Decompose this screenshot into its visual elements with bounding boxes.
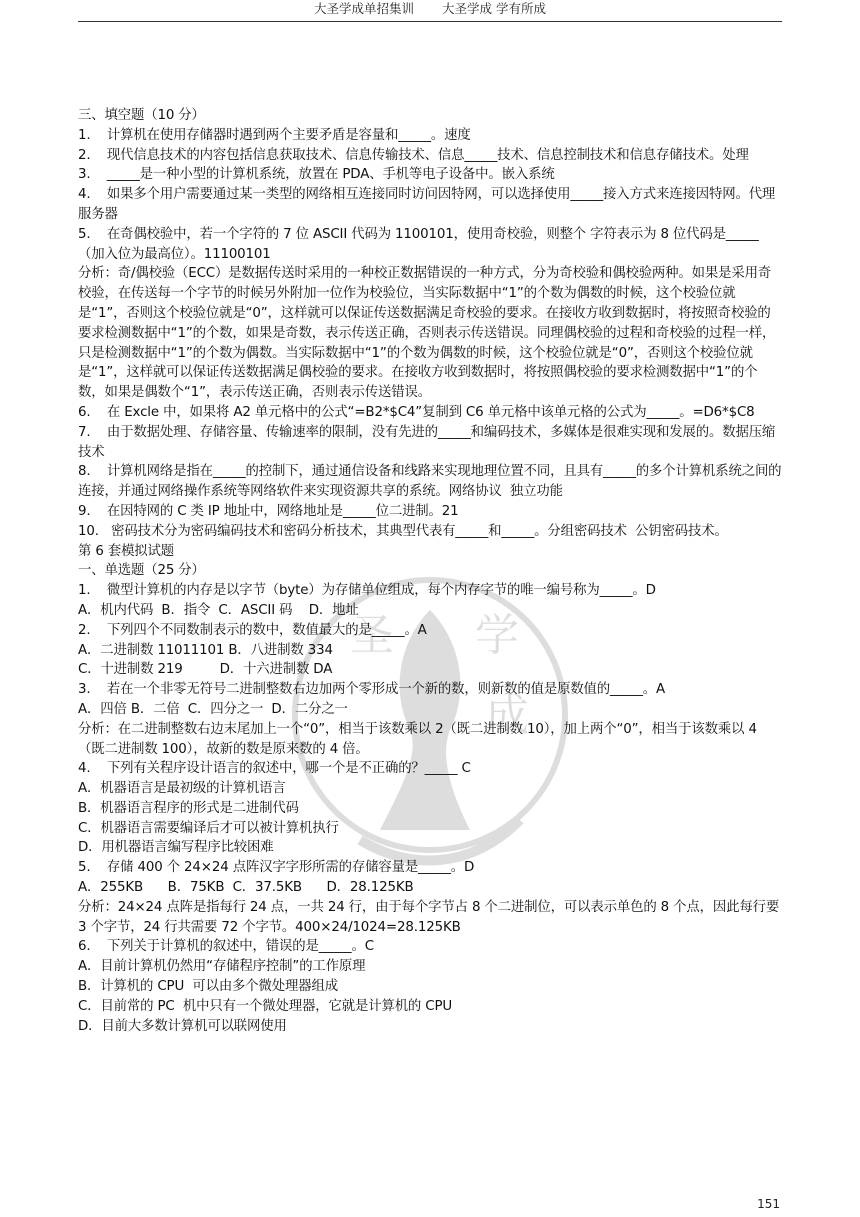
svg-text:圣: 圣 bbox=[350, 610, 394, 661]
text-line: 分析：24×24 点阵是指每行 24 点，一共 24 行，由于每个字节占 8 个二进制位，可以表示单色的 8 个点，因此每行要 3 个字节，24 行共需要 72 个字节。400×24/1024=28.125KB bbox=[78, 899, 784, 935]
document-body bbox=[78, 106, 782, 1036]
text-line: 1. 计算机在使用存储器时遇到两个主要矛盾是容量和_____。速度 bbox=[78, 127, 471, 143]
text-line: 4. 如果多个用户需要通过某一类型的网络相互连接同时访问因特网，可以选择使用_____接入方式来连接因特网。代理服务器 bbox=[78, 187, 776, 222]
text-line: 9. 在因特网的 C 类 IP 地址中，网络地址是_____位二进制。21 bbox=[78, 503, 459, 519]
text-line: A．四倍 B．二倍 C．四分之一 D．二分之一 bbox=[78, 701, 348, 717]
text-line: A．机器语言是最初级的计算机语言 bbox=[78, 781, 286, 797]
header-left-text: 大圣学成单招集训 bbox=[314, 1, 415, 16]
text-line: 一、单选题（25 分） bbox=[78, 563, 205, 579]
text-line: 10. 密码技术分为密码编码技术和密码分析技术，其典型代表有_____和_____。分组密码技术 公钥密码技术。 bbox=[78, 523, 728, 539]
text-line: 1. 微型计算机的内存是以字节（byte）为存储单位组成，每个内存字节的唯一编号称为_____。D bbox=[78, 583, 656, 599]
text-line: B．计算机的 CPU 可以由多个微处理器组成 bbox=[78, 979, 338, 995]
text-line: 6. 下列关于计算机的叙述中，错误的是_____。C bbox=[78, 939, 374, 955]
text-line: D．目前大多数计算机可以联网使用 bbox=[78, 1018, 287, 1034]
header-right-text: 大圣学成 学有所成 bbox=[442, 1, 546, 16]
text-line: 6. 在 Excle 中，如果将 A2 单元格中的公式“=B2*$C4”复制到 C6 单元格中该单元格的公式为_____。=D6*$C8 bbox=[78, 404, 755, 420]
text-line: 第 6 套模拟试题 bbox=[78, 543, 175, 559]
text-line: 4. 下列有关程序设计语言的叙述中，哪一个是不正确的？_____ C bbox=[78, 761, 471, 777]
text-line: A．机内代码 B．指令 C．ASCII 码 D．地址 bbox=[78, 602, 359, 618]
text-line: 3. 若在一个非零无符号二进制整数右边加两个零形成一个新的数，则新数的值是原数值的_____。A bbox=[78, 682, 666, 698]
page-number: 151 bbox=[757, 1197, 780, 1211]
text-line: 2. 下列四个不同数制表示的数中，数值最大的是_____。A bbox=[78, 622, 427, 638]
page-header bbox=[78, 0, 782, 22]
text-line: A．255KB B．75KB C．37.5KB D．28.125KB bbox=[78, 880, 414, 896]
watermark-char-2: 成 bbox=[485, 690, 529, 741]
text-line: D．用机器语言编写程序比较困难 bbox=[78, 840, 274, 856]
text-line: 三、填空题（10 分） bbox=[78, 108, 205, 123]
text-line: 分析：奇/偶校验（ECC）是数据传送时采用的一种校正数据错误的一种方式，分为奇校验和偶校验两种。如果是采用奇校验，在传送每一个字节的时候另外附加一位作为校验位，当实际数据中“1”的个数为偶数的时候，这个校验位就是“1”，否则这个校验位就是“0”，这样就可以保证传送数据满足奇校验的要求。在接收方收到数据时，将按照奇校验的要求检测数据中“1”的个数，如果是奇数，表示传送正确，否则表示传送错误。同理偶校验的过程和奇校验的过程一样，只是检测数据中“1”的个数为偶数。当实际数据中“1”的个数为偶数的时候，这个校验位就是“0”，否则这个校验位就是“1”，这样就可以保证传送数据满足偶校验的要求。在接收方收到数据时，将按照偶校验的要求检测数据中“1”的个数，如果是偶数个“1”，表示传送正确，否则表示传送错误。 bbox=[78, 266, 776, 401]
text-line: C．机器语言需要编译后才可以被计算机执行 bbox=[78, 820, 339, 836]
text-line: A．二进制数 11011101 B．八进制数 334 bbox=[78, 642, 333, 658]
text-line: 7. 由于数据处理、存储容量、传输速率的限制，没有先进的_____和编码技术，多媒体是很难实现和发展的。数据压缩技术 bbox=[78, 424, 776, 460]
text-line: C．目前常的 PC 机中只有一个微处理器，它就是计算机的 CPU bbox=[78, 998, 453, 1014]
text-line: A．目前计算机仍然用“存储程序控制”的工作原理 bbox=[78, 959, 366, 975]
text-line: 5. 存储 400 个 24×24 点阵汉字字形所需的存储容量是_____。D bbox=[78, 860, 475, 876]
watermark-char-1: 学 bbox=[475, 610, 519, 661]
text-line: 分析：在二进制整数右边末尾加上一个“0”，相当于该数乘以 2（既二进制数 10），加上两个“0”，相当于该数乘以 4（既二进制数 100），故新的数是原来数的 4 倍。 bbox=[78, 721, 757, 757]
text-line: 8. 计算机网络是指在_____的控制下，通过通信设备和线路来实现地理位置不同，且具有_____的多个计算机系统之间的连接，并通过网络操作系统等网络软件来实现资源共享的系统。网络协议 独立功能 bbox=[78, 464, 782, 500]
text-line: C．十进制数 219 D．十六进制数 DA bbox=[78, 662, 333, 678]
text-line: 2. 现代信息技术的内容包括信息获取技术、信息传输技术、信息_____技术、信息控制技术和信息存储技术。处理 bbox=[78, 147, 749, 163]
text-line: B．机器语言程序的形式是二进制代码 bbox=[78, 800, 299, 816]
text-line: 3. _____是一种小型的计算机系统，放置在 PDA、手机等电子设备中。嵌入系统 bbox=[78, 167, 555, 183]
text-line: 5. 在奇偶校验中，若一个字符的 7 位 ASCII 代码为 1100101，使用奇校验，则整个 字符表示为 8 位代码是_____ （加入位为最高位）。11100101 bbox=[78, 226, 767, 262]
